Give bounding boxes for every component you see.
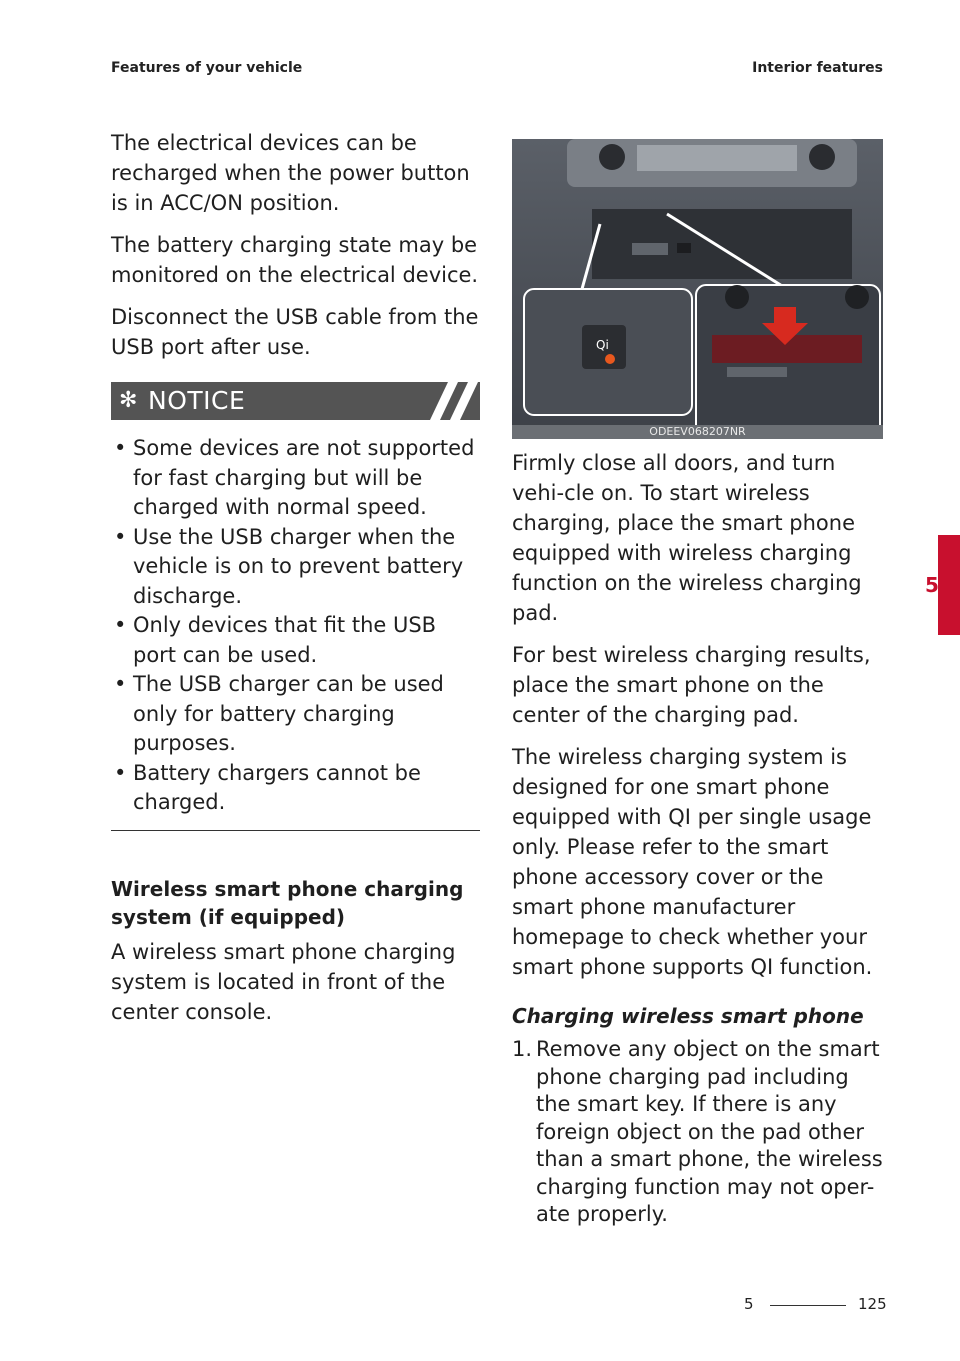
list-item: • The USB charger can be used only for battery charging purposes. xyxy=(114,672,444,755)
charging-pad-illustration xyxy=(512,139,883,439)
paragraph: The electrical devices can be recharged when the power button is in ACC/ON position. xyxy=(111,131,470,215)
list-item: • Battery chargers cannot be charged. xyxy=(114,760,421,814)
left-column xyxy=(111,128,479,1039)
section-text: A wireless smart phone charging system is located in front of the center console. xyxy=(111,939,456,1024)
notice-title: NOTICE xyxy=(148,386,246,415)
list-item: • Some devices are not supported for fast charging but will be charged with normal speed. xyxy=(114,436,475,519)
subheading: Charging wireless smart phone xyxy=(512,1004,864,1028)
footer-chapter: 5 xyxy=(744,1295,754,1313)
list-item: • Use the USB charger when the vehicle is on to prevent battery discharge. xyxy=(114,524,464,608)
list-item: 1. Remove any object on the smart phone charging pad including the smart key. If there is any foreign object on the pad other than a smart phone, the wireless charging function may not oper-ate properly. xyxy=(512,1037,883,1226)
asterisk-icon: ✻ xyxy=(119,388,138,413)
chapter-tab xyxy=(925,535,960,635)
notice-banner xyxy=(111,382,480,420)
page-number: 125 xyxy=(858,1295,887,1313)
diagonal-stripes-icon xyxy=(420,382,480,420)
right-column xyxy=(512,448,884,1229)
paragraph: For best wireless charging results, place the smart phone on the center of the charging pad. xyxy=(512,643,871,727)
running-header-right: Interior features xyxy=(752,60,883,76)
list-item: • Only devices that fit the USB port can be used. xyxy=(114,613,437,667)
figure-code: ODEEV068207NR xyxy=(512,425,883,439)
section-title: Wireless smart phone charging system (if equipped) xyxy=(111,876,464,929)
paragraph: Firmly close all doors, and turn vehi-cle on. To start wireless charging, place the smart phone equipped with wireless charging function on the wireless charging pad. xyxy=(512,451,862,625)
steps-list xyxy=(512,1036,884,1229)
notice-divider xyxy=(111,830,480,831)
footer-divider xyxy=(770,1305,846,1306)
paragraph: The wireless charging system is designed for one smart phone equipped with QI per single usage only. Please refer to the smart phone accessory cover or the smart phone manufacturer homepage to check whether your smart phone supports QI function. xyxy=(512,745,873,979)
console-photo xyxy=(512,139,883,439)
paragraph: Disconnect the USB cable from the USB port after use. xyxy=(111,305,479,359)
chapter-tab-number: 5 xyxy=(925,573,939,597)
paragraph: The battery charging state may be monitored on the electrical device. xyxy=(111,233,479,287)
svg-text:Qi: Qi xyxy=(596,338,609,352)
running-header-left: Features of your vehicle xyxy=(111,60,303,76)
notice-list xyxy=(111,434,479,818)
